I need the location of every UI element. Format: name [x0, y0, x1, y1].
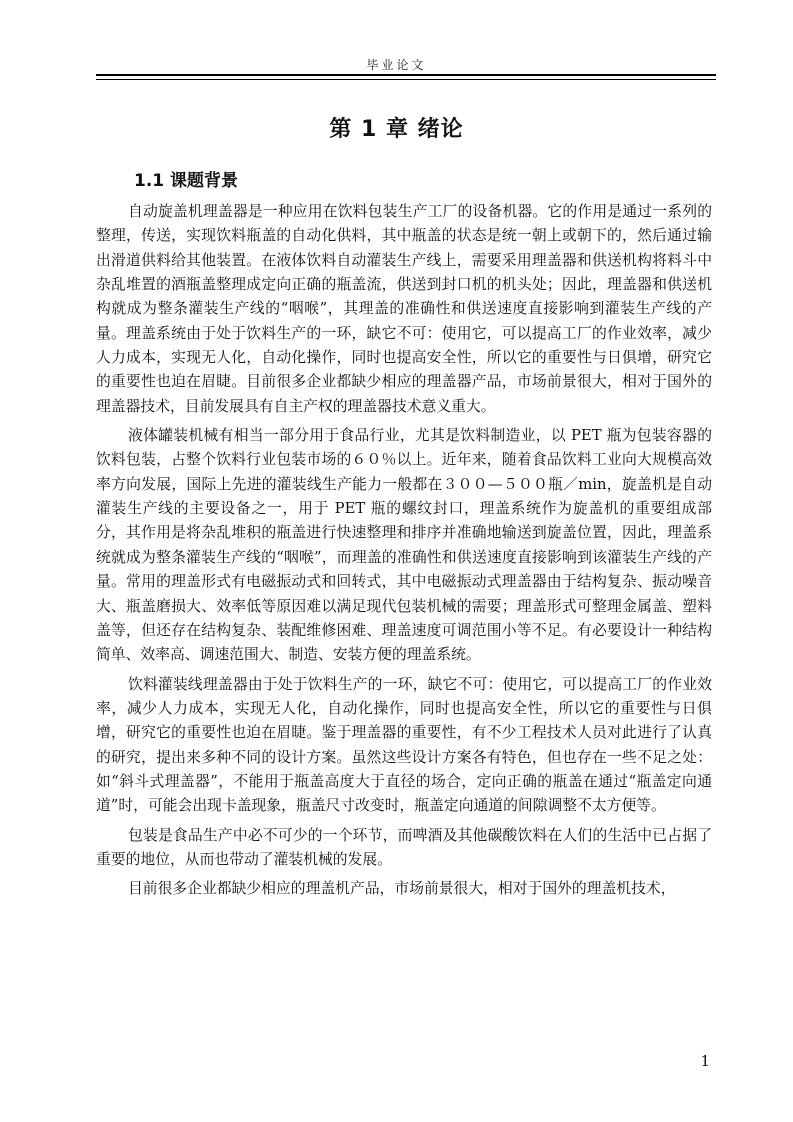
paragraph: 包装是食品生产中必不可少的一个环节，而啤酒及其他碳酸饮料在人们的生活中已占据了重要的地位，从而也带动了灌装机械的发展。	[96, 826, 712, 868]
paragraph: 饮料灌装线理盖器由于处于饮料生产的一环，缺它不可：使用它，可以提高工厂的作业效率，减少人力成本，实现无人化，自动化操作，同时也提高安全性，所以它的重要性与日俱增，研究它的重要性也迫在眉睫。鉴于理盖器的重要性，有不少工程技术人员对此进行了认真的研究，提出来多种不同的设计方案。虽然这些设计方案各有特色，但也存在一些不足之处：如“斜斗式理盖器”，不能用于瓶盖高度大于直径的场合，定向正确的瓶盖在通过“瓶盖定向通道”时，可能会出现卡盖现象，瓶盖尺寸改变时，瓶盖定向通道的间隙调整不太方便等。	[96, 675, 712, 815]
section-heading: 1.1 课题背景	[134, 171, 239, 191]
paragraph: 液体罐装机械有相当一部分用于食品行业，尤其是饮料制造业，以 PET 瓶为包装容器的饮料包装，占整个饮料行业包装市场的６０％以上。近年来，随着食品饮料工业向大规模高效率方向发展，国际上先进的灌装线生产能力一般都在３００—５００瓶／min，旋盖机是自动灌装生产线的主要设备之一，用于 PET 瓶的螺纹封口，理盖系统作为旋盖机的重要组成部分，其作用是将杂乱堆积的瓶盖进行快速整理和排序并准确地输送到旋盖位置，因此，理盖系统就成为整条灌装生产线的“咽喉”，而理盖的准确性和供送速度直接影响到该灌装生产线的产量。常用的理盖形式有电磁振动式和回转式，其中电磁振动式理盖器由于结构复杂、振动噪音大、瓶盖磨损大、效率低等原因难以满足现代包装机械的需要；理盖形式可整理金属盖、塑料盖等，但还存在结构复杂、装配维修困难、理盖速度可调范围小等不足。有必要设计一种结构简单、效率高、调速范围大、制造、安装方便的理盖系统。	[96, 427, 712, 664]
running-header: 毕业论文	[366, 58, 427, 72]
body-text	[96, 200, 712, 902]
paragraph: 目前很多企业都缺少相应的理盖机产品，市场前景很大，相对于国外的理盖机技术，	[128, 880, 676, 898]
header-rule-thin	[96, 79, 716, 80]
chapter-title: 第 1 章 绪论	[329, 117, 464, 142]
paragraph: 自动旋盖机理盖器是一种应用在饮料包装生产工厂的设备机器。它的作用是通过一系列的整理，传送，实现饮料瓶盖的自动化供料，其中瓶盖的状态是统一朝上或朝下的，然后通过输出滑道供料给其他装置。在液体饮料自动灌装生产线上，需要采用理盖器和供送机构将料斗中杂乱堆置的酒瓶盖整理成定向正确的瓶盖流，供送到封口机的机头处；因此，理盖器和供送机构就成为整条灌装生产线的“咽喉”，其理盖的准确性和供送速度直接影响到灌装生产线的产量。理盖系统由于处于饮料生产的一环，缺它不可：使用它，可以提高工厂的作业效率，减少人力成本，实现无人化，自动化操作，同时也提高安全性，所以它的重要性与日俱增，研究它的重要性也迫在眉睫。目前很多企业都缺少相应的理盖器产品，市场前景很大，相对于国外的理盖器技术，目前发展具有自主产权的理盖器技术意义重大。	[96, 203, 712, 415]
page-number: 1	[700, 1052, 710, 1070]
header-rule-thick	[96, 74, 716, 76]
